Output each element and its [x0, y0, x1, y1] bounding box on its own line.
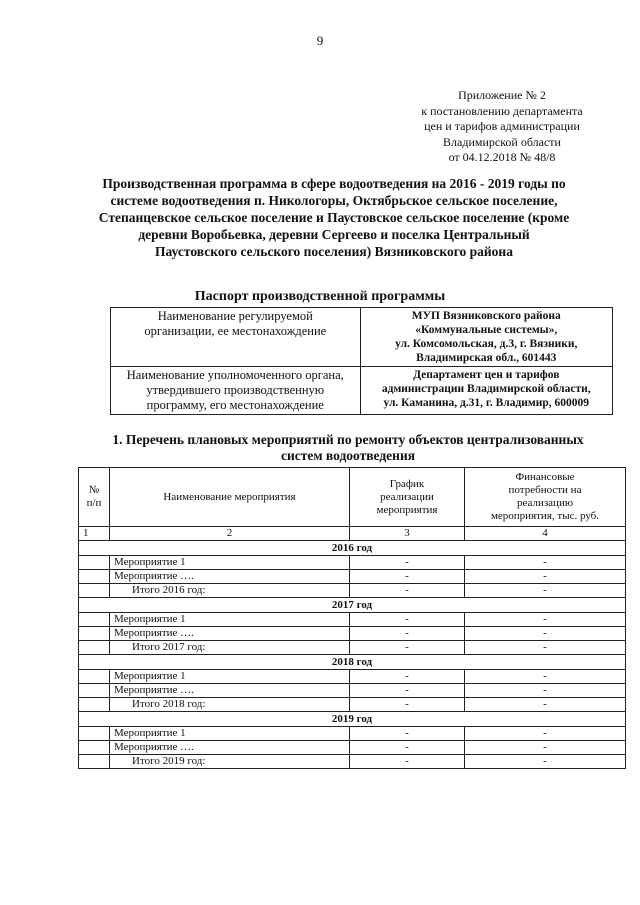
appendix-line: цен и тарифов администрации: [424, 119, 580, 133]
schedule-cell: -: [350, 556, 465, 570]
header-text: реализацию: [516, 497, 574, 509]
section-heading-line: систем водоотведения: [280, 448, 416, 463]
passport-value-line: МУП Вязниковского района: [411, 310, 561, 322]
passport-row: [111, 308, 613, 367]
year-row: [79, 541, 626, 556]
column-number: 4: [465, 527, 626, 541]
measure-name: Мероприятие 1: [110, 556, 350, 570]
year-row: [79, 655, 626, 670]
header-num: [79, 468, 110, 527]
header-text: п/п: [86, 497, 102, 509]
num-cell: [79, 684, 110, 698]
finance-cell: -: [465, 584, 626, 598]
column-number-row: [79, 527, 626, 541]
passport-label-line: программу, его местонахождение: [146, 398, 324, 412]
total-label: Итого 2019 год:: [110, 755, 350, 769]
passport-label-cell: [111, 367, 361, 415]
measure-name: Мероприятие ….: [110, 741, 350, 755]
header-text: №: [88, 484, 100, 496]
finance-cell: -: [465, 670, 626, 684]
title-line: системе водоотведения п. Никологоры, Октябрьское сельское поселение,: [110, 193, 558, 208]
table-row: [79, 627, 626, 641]
finance-cell: -: [465, 627, 626, 641]
measure-name: Мероприятие ….: [110, 570, 350, 584]
table-row: [79, 556, 626, 570]
header-text: График: [389, 477, 425, 490]
page-number: 9: [316, 33, 324, 48]
title-line: Производственная программа в сфере водоотведения на 2016 - 2019 годы по: [102, 176, 566, 191]
header-text: потребности на: [508, 484, 582, 496]
num-cell: [79, 741, 110, 755]
num-cell: [79, 698, 110, 712]
schedule-cell: -: [350, 755, 465, 769]
total-label: Итого 2018 год:: [110, 698, 350, 712]
appendix-line: Владимирской области: [443, 134, 561, 149]
passport-value-line: администрации Владимирской области,: [381, 383, 591, 395]
measure-name: Мероприятие 1: [110, 727, 350, 741]
finance-cell: -: [465, 727, 626, 741]
plan-table: [78, 467, 626, 769]
passport-value-line: ул. Каманина, д.31, г. Владимир, 600009: [383, 397, 590, 409]
finance-cell: -: [465, 641, 626, 655]
measure-name: Мероприятие ….: [110, 627, 350, 641]
appendix-block: [380, 88, 624, 166]
header-schedule: [350, 468, 465, 527]
year-row: [79, 598, 626, 613]
num-cell: [79, 584, 110, 598]
passport-table: [110, 307, 613, 415]
table-row: [79, 613, 626, 627]
num-cell: [79, 670, 110, 684]
finance-cell: -: [465, 741, 626, 755]
table-header-row: [79, 468, 626, 527]
passport-value-line: Департамент цен и тарифов: [413, 369, 560, 381]
finance-cell: -: [465, 698, 626, 712]
table-row: [79, 684, 626, 698]
year-label: 2018 год: [79, 655, 626, 670]
num-cell: [79, 570, 110, 584]
section-heading: [78, 432, 618, 464]
year-row: [79, 712, 626, 727]
appendix-line: от 04.12.2018 № 48/8: [448, 150, 556, 164]
total-row: [79, 698, 626, 712]
passport-value-line: Владимирская обл., 601443: [416, 352, 557, 364]
finance-cell: -: [465, 755, 626, 769]
schedule-cell: -: [350, 684, 465, 698]
table-row: [79, 741, 626, 755]
total-label: Итого 2017 год:: [110, 641, 350, 655]
total-row: [79, 584, 626, 598]
finance-cell: -: [465, 556, 626, 570]
passport-row: [111, 367, 613, 415]
appendix-line: Приложение № 2: [458, 88, 546, 102]
passport-value-cell: [360, 367, 612, 415]
measure-name: Мероприятие ….: [110, 684, 350, 698]
column-number: 1: [79, 527, 110, 541]
document-title: [80, 175, 588, 260]
num-cell: [79, 641, 110, 655]
column-number: 3: [350, 527, 465, 541]
finance-cell: -: [465, 570, 626, 584]
total-label: Итого 2016 год:: [110, 584, 350, 598]
header-finance: [465, 468, 626, 527]
finance-cell: -: [465, 684, 626, 698]
title-line: Паустовского сельского поселения) Вязниковского района: [155, 244, 513, 259]
num-cell: [79, 755, 110, 769]
year-label: 2019 год: [79, 712, 626, 727]
table-row: [79, 670, 626, 684]
num-cell: [79, 727, 110, 741]
num-cell: [79, 556, 110, 570]
schedule-cell: -: [350, 613, 465, 627]
year-label: 2017 год: [79, 598, 626, 613]
schedule-cell: -: [350, 698, 465, 712]
section-heading-line: 1. Перечень плановых мероприятий по ремонту объектов централизованных: [112, 432, 584, 447]
appendix-line: к постановлению департамента: [421, 103, 583, 118]
schedule-cell: -: [350, 584, 465, 598]
title-line: Степанцевское сельское поселение и Паустовское сельское поселение (кроме: [98, 210, 570, 225]
passport-label-line: организации, ее местонахождение: [144, 324, 327, 338]
header-name: Наименование мероприятия: [110, 468, 350, 527]
num-cell: [79, 613, 110, 627]
schedule-cell: -: [350, 641, 465, 655]
passport-value-line: «Коммунальные системы»,: [415, 324, 558, 336]
passport-label-line: Наименование уполномоченного органа,: [126, 368, 344, 382]
header-text: мероприятия, тыс. руб.: [490, 510, 600, 522]
finance-cell: -: [465, 613, 626, 627]
passport-label-line: утвердившего производственную: [146, 383, 325, 397]
passport-heading: Паспорт производственной программы: [194, 289, 446, 304]
schedule-cell: -: [350, 627, 465, 641]
schedule-cell: -: [350, 670, 465, 684]
measure-name: Мероприятие 1: [110, 670, 350, 684]
header-text: реализации: [380, 490, 434, 503]
year-label: 2016 год: [79, 541, 626, 556]
table-row: [79, 570, 626, 584]
measure-name: Мероприятие 1: [110, 613, 350, 627]
total-row: [79, 755, 626, 769]
schedule-cell: -: [350, 727, 465, 741]
schedule-cell: -: [350, 741, 465, 755]
total-row: [79, 641, 626, 655]
passport-label-cell: [111, 308, 361, 367]
title-line: деревни Воробьевка, деревни Сергеево и поселка Центральный: [138, 227, 530, 242]
passport-value-line: ул. Комсомольская, д.3, г. Вязники,: [395, 338, 578, 350]
passport-value-cell: [360, 308, 612, 367]
num-cell: [79, 627, 110, 641]
column-number: 2: [110, 527, 350, 541]
passport-label-line: Наименование регулируемой: [157, 309, 313, 323]
header-text: Финансовые: [515, 471, 575, 483]
table-row: [79, 727, 626, 741]
header-text: мероприятия: [376, 503, 438, 516]
schedule-cell: -: [350, 570, 465, 584]
